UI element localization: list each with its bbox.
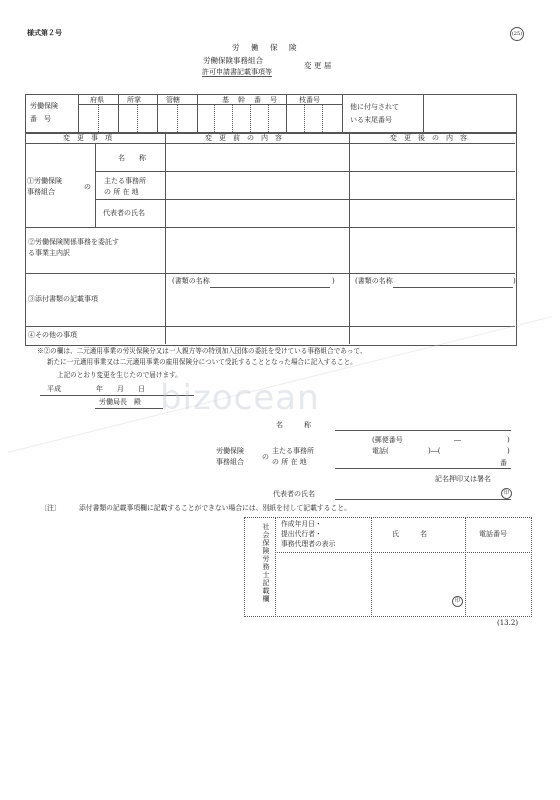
form-number: 様式第２号 bbox=[27, 29, 62, 37]
bottom-head-1: 作成年月日・ 提出代行者・ 事務代理者の表示 bbox=[281, 520, 336, 549]
applicant-name-label: 名 称 bbox=[276, 421, 311, 429]
col-prefecture: 府県 bbox=[90, 96, 104, 104]
col-base-number: 基 幹 番 号 bbox=[222, 96, 278, 104]
bottom-head-2: 氏 名 bbox=[392, 530, 427, 538]
row1-name: 名 称 bbox=[118, 154, 146, 162]
row3-before-docname: (書類の名称 bbox=[172, 277, 210, 285]
note-line3: 上記のとおり変更を生じたので届けます。 bbox=[57, 371, 182, 379]
head-after: 変 更 後 の 内 容 bbox=[390, 134, 467, 142]
title-line2: 労働保険事務組合 bbox=[203, 56, 263, 65]
date-field: 年 月 日 bbox=[96, 385, 145, 393]
bottom-head-3: 電話番号 bbox=[479, 530, 507, 538]
insurance-number-label: 労働保険 番 号 bbox=[30, 102, 58, 124]
title-line1: 労 働 保 険 bbox=[232, 43, 299, 52]
phone-label: 電話( bbox=[372, 447, 389, 455]
applicant-group-label: 労働保険 事務組合 bbox=[216, 447, 244, 467]
head-change-item: 変 更 事 項 bbox=[63, 134, 112, 142]
row3-label: ③添付書類の記載事項 bbox=[28, 295, 98, 303]
representative-label: 代表者の氏名 bbox=[273, 490, 315, 498]
other-number-label: 他に付与されて いる末尾番号 bbox=[350, 103, 399, 125]
col-office: 管轄 bbox=[166, 96, 180, 104]
applicant-no: の bbox=[262, 453, 269, 461]
col-jurisdiction: 所掌 bbox=[127, 96, 141, 104]
title-suffix: 変 更 届 bbox=[304, 61, 332, 70]
sharoushi-side-label: 社会保険労務士記載欄 bbox=[262, 523, 270, 603]
footnote-text: 添付書類の記載事項欄に記載することができない場合には、別紙を付して記載すること。 bbox=[79, 504, 351, 512]
row1-address: 主たる事務所 の 所 在 地 bbox=[104, 177, 146, 196]
col-branch-number: 枝番号 bbox=[299, 96, 320, 104]
row3-after-docname: (書類の名称 bbox=[355, 277, 393, 285]
row2-label: ②労働保険関係事務を委託す る事業主内訳 bbox=[28, 238, 119, 258]
stamp-mark-icon: (25) bbox=[510, 27, 524, 41]
addressee: 労働局長 殿 bbox=[99, 398, 141, 406]
seal-icon: 印 bbox=[501, 488, 512, 499]
ban-label: 番 bbox=[500, 459, 507, 467]
seal-note: 記名押印又は署名 bbox=[435, 475, 491, 483]
row1-representative: 代表者の氏名 bbox=[103, 209, 145, 217]
title-line3: 許可申請書記載事項等 bbox=[202, 68, 272, 76]
footnote-mark: 〔注〕 bbox=[40, 504, 61, 512]
form-code: (13.2) bbox=[497, 619, 519, 627]
row1-group: ①労働保険 事務組合 bbox=[27, 177, 62, 197]
applicant-address-label: 主たる事務所 の 所 在 地 bbox=[272, 447, 314, 467]
bottom-seal-icon: 印 bbox=[452, 596, 463, 607]
row4-label: ④その他の事項 bbox=[28, 331, 77, 339]
head-before: 変 更 前 の 内 容 bbox=[205, 134, 282, 142]
postal-label: (郵便番号 bbox=[372, 436, 403, 444]
note-line2: 新たに一元適用事業又は二元適用事業の雇用保険分について受託することとなった場合に記入すること。 bbox=[47, 358, 357, 366]
watermark: bizocean bbox=[160, 378, 320, 418]
era-label: 平成 bbox=[47, 385, 61, 393]
row1-no: の bbox=[84, 183, 91, 191]
note-line1: ※②の欄は、二元適用事業の労災保険分又は一人親方等の特別加入団体の委託を受けている事務組合であって、 bbox=[37, 347, 367, 355]
